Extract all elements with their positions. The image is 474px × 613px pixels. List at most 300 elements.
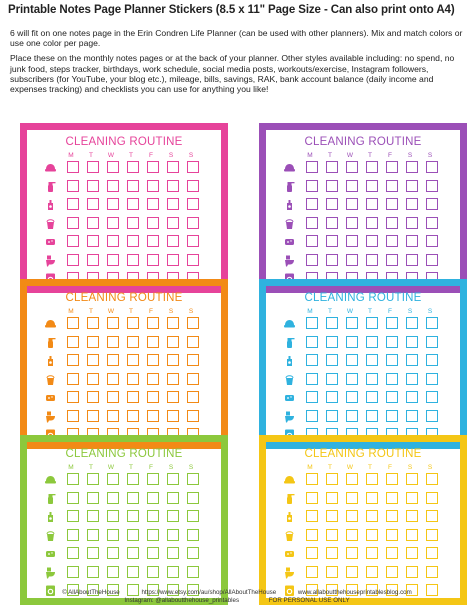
- checkbox[interactable]: [67, 373, 79, 385]
- toilet-icon: [283, 410, 296, 423]
- checkbox[interactable]: [426, 235, 438, 247]
- checkbox[interactable]: [366, 180, 378, 192]
- checkbox[interactable]: [326, 373, 338, 385]
- checkbox[interactable]: [386, 217, 398, 229]
- checkbox[interactable]: [366, 373, 378, 385]
- checkbox[interactable]: [107, 547, 119, 559]
- checkbox[interactable]: [87, 198, 99, 210]
- checkbox[interactable]: [87, 547, 99, 559]
- checkbox[interactable]: [187, 217, 199, 229]
- checkbox[interactable]: [107, 217, 119, 229]
- checkbox[interactable]: [386, 510, 398, 522]
- checkbox[interactable]: [366, 217, 378, 229]
- checkbox[interactable]: [346, 492, 358, 504]
- checkbox[interactable]: [386, 529, 398, 541]
- checkbox[interactable]: [167, 391, 179, 403]
- checkbox[interactable]: [187, 235, 199, 247]
- checkbox[interactable]: [187, 336, 199, 348]
- checkbox[interactable]: [346, 410, 358, 422]
- checkbox[interactable]: [107, 410, 119, 422]
- checkbox[interactable]: [386, 391, 398, 403]
- sponge-icon: [283, 547, 296, 560]
- checkbox[interactable]: [386, 547, 398, 559]
- checkbox[interactable]: [346, 473, 358, 485]
- bucket-icon: [283, 373, 296, 386]
- checkbox[interactable]: [426, 180, 438, 192]
- checkbox[interactable]: [127, 235, 139, 247]
- checkbox[interactable]: [147, 492, 159, 504]
- checkbox[interactable]: [346, 336, 358, 348]
- checkbox[interactable]: [326, 354, 338, 366]
- page-title: Printable Notes Page Planner Stickers (8.5 x 11" Page Size - Can also print onto A4): [8, 4, 455, 16]
- checkbox[interactable]: [406, 410, 418, 422]
- checkbox[interactable]: [67, 336, 79, 348]
- checkbox[interactable]: [107, 336, 119, 348]
- bucket-icon: [44, 373, 57, 386]
- checkbox[interactable]: [386, 317, 398, 329]
- checkbox[interactable]: [306, 391, 318, 403]
- checkbox[interactable]: [306, 566, 318, 578]
- weekday-label: T: [129, 464, 133, 471]
- weekday-label: T: [368, 152, 372, 159]
- checkbox[interactable]: [107, 473, 119, 485]
- checkbox[interactable]: [127, 161, 139, 173]
- checkbox[interactable]: [87, 492, 99, 504]
- checkbox[interactable]: [87, 529, 99, 541]
- checkbox[interactable]: [167, 180, 179, 192]
- checkbox[interactable]: [127, 529, 139, 541]
- checkbox[interactable]: [187, 510, 199, 522]
- checkbox[interactable]: [306, 410, 318, 422]
- checkbox[interactable]: [346, 161, 358, 173]
- checkbox[interactable]: [187, 410, 199, 422]
- weekday-label: S: [168, 308, 174, 315]
- checkbox[interactable]: [167, 410, 179, 422]
- checkbox[interactable]: [187, 180, 199, 192]
- checkbox[interactable]: [107, 235, 119, 247]
- checkbox[interactable]: [426, 161, 438, 173]
- checkbox[interactable]: [187, 198, 199, 210]
- checkbox[interactable]: [306, 510, 318, 522]
- checkbox[interactable]: [406, 529, 418, 541]
- checkbox[interactable]: [147, 566, 159, 578]
- checkbox[interactable]: [67, 410, 79, 422]
- checkbox[interactable]: [187, 547, 199, 559]
- checkbox[interactable]: [67, 391, 79, 403]
- checkbox[interactable]: [426, 473, 438, 485]
- checkbox[interactable]: [386, 161, 398, 173]
- toilet-icon: [283, 254, 296, 267]
- checkbox[interactable]: [87, 161, 99, 173]
- checkbox[interactable]: [107, 373, 119, 385]
- dish-soap-icon: [283, 354, 296, 367]
- checkbox[interactable]: [346, 354, 358, 366]
- checkbox[interactable]: [406, 473, 418, 485]
- weekday-label: S: [427, 464, 433, 471]
- checkbox[interactable]: [127, 410, 139, 422]
- checkbox[interactable]: [346, 391, 358, 403]
- checkbox[interactable]: [167, 566, 179, 578]
- checkbox[interactable]: [306, 254, 318, 266]
- checkbox[interactable]: [406, 217, 418, 229]
- dish-soap-icon: [283, 198, 296, 211]
- checkbox[interactable]: [107, 317, 119, 329]
- checkbox[interactable]: [426, 317, 438, 329]
- checkbox[interactable]: [366, 161, 378, 173]
- sticker-card-pink: [20, 123, 228, 293]
- weekday-label: T: [89, 464, 93, 471]
- checkbox[interactable]: [87, 566, 99, 578]
- checkbox[interactable]: [426, 529, 438, 541]
- checkbox[interactable]: [406, 391, 418, 403]
- checkbox[interactable]: [67, 254, 79, 266]
- checkbox[interactable]: [67, 510, 79, 522]
- checkbox[interactable]: [346, 235, 358, 247]
- checkbox[interactable]: [67, 217, 79, 229]
- laundry-icon: [283, 161, 296, 174]
- checkbox[interactable]: [67, 566, 79, 578]
- checkbox[interactable]: [346, 254, 358, 266]
- checkbox[interactable]: [326, 547, 338, 559]
- weekday-label: M: [68, 464, 74, 471]
- checkbox[interactable]: [306, 161, 318, 173]
- checkbox[interactable]: [326, 473, 338, 485]
- checkbox[interactable]: [107, 161, 119, 173]
- checkbox[interactable]: [127, 336, 139, 348]
- checkbox[interactable]: [426, 217, 438, 229]
- checkbox[interactable]: [127, 391, 139, 403]
- checkbox[interactable]: [386, 566, 398, 578]
- checkbox[interactable]: [386, 410, 398, 422]
- checkbox[interactable]: [87, 254, 99, 266]
- checkbox[interactable]: [346, 529, 358, 541]
- checkbox[interactable]: [366, 391, 378, 403]
- checkbox[interactable]: [406, 566, 418, 578]
- checkbox[interactable]: [127, 317, 139, 329]
- checkbox[interactable]: [167, 492, 179, 504]
- checkbox[interactable]: [87, 217, 99, 229]
- checkbox[interactable]: [167, 254, 179, 266]
- checkbox[interactable]: [426, 373, 438, 385]
- checkbox[interactable]: [306, 217, 318, 229]
- checkbox[interactable]: [187, 161, 199, 173]
- checkbox[interactable]: [386, 254, 398, 266]
- checkbox[interactable]: [366, 529, 378, 541]
- checkbox[interactable]: [326, 410, 338, 422]
- checkbox[interactable]: [306, 336, 318, 348]
- checkbox[interactable]: [147, 254, 159, 266]
- weekday-label: T: [328, 464, 332, 471]
- checkbox[interactable]: [147, 410, 159, 422]
- checkbox[interactable]: [67, 473, 79, 485]
- checkbox[interactable]: [326, 180, 338, 192]
- checkbox[interactable]: [366, 473, 378, 485]
- checkbox[interactable]: [67, 547, 79, 559]
- checkbox[interactable]: [87, 180, 99, 192]
- checkbox[interactable]: [326, 235, 338, 247]
- checkbox[interactable]: [147, 336, 159, 348]
- weekday-label: M: [307, 464, 313, 471]
- checkbox[interactable]: [67, 492, 79, 504]
- checkbox[interactable]: [386, 354, 398, 366]
- checkbox[interactable]: [326, 217, 338, 229]
- checkbox[interactable]: [147, 161, 159, 173]
- checkbox[interactable]: [346, 547, 358, 559]
- checkbox[interactable]: [87, 373, 99, 385]
- checkbox[interactable]: [406, 254, 418, 266]
- checkbox[interactable]: [386, 492, 398, 504]
- weekday-label: T: [328, 308, 332, 315]
- footer-blog-link[interactable]: www.allaboutthehouseprintablesblog.com: [297, 589, 412, 596]
- checkbox[interactable]: [346, 566, 358, 578]
- checkbox[interactable]: [107, 529, 119, 541]
- checkbox[interactable]: [187, 254, 199, 266]
- spray-bottle-icon: [283, 492, 296, 505]
- spray-bottle-icon: [44, 180, 57, 193]
- checkbox[interactable]: [346, 198, 358, 210]
- checkbox[interactable]: [406, 180, 418, 192]
- checkbox[interactable]: [306, 235, 318, 247]
- checkbox[interactable]: [326, 254, 338, 266]
- checkbox[interactable]: [127, 492, 139, 504]
- intro-paragraph-1: 6 will fit on one notes page in the Erin Condren Life Planner (can be used with other planners). Mix and match colors or use one color per page.: [10, 28, 463, 49]
- checkbox[interactable]: [167, 235, 179, 247]
- checkbox[interactable]: [426, 198, 438, 210]
- checkbox[interactable]: [127, 217, 139, 229]
- weekday-label: F: [388, 152, 392, 159]
- checkbox[interactable]: [366, 336, 378, 348]
- checkbox[interactable]: [346, 180, 358, 192]
- weekday-label: T: [368, 464, 372, 471]
- checkbox[interactable]: [406, 510, 418, 522]
- checkbox[interactable]: [326, 336, 338, 348]
- checkbox[interactable]: [67, 529, 79, 541]
- weekday-label: F: [149, 152, 153, 159]
- checkbox[interactable]: [147, 510, 159, 522]
- checkbox[interactable]: [306, 492, 318, 504]
- checkbox[interactable]: [167, 354, 179, 366]
- weekday-label: T: [89, 152, 93, 159]
- checkbox[interactable]: [107, 354, 119, 366]
- checkbox[interactable]: [366, 566, 378, 578]
- checkbox[interactable]: [426, 510, 438, 522]
- checkbox[interactable]: [147, 391, 159, 403]
- spray-bottle-icon: [283, 180, 296, 193]
- checkbox[interactable]: [127, 198, 139, 210]
- checkbox[interactable]: [167, 161, 179, 173]
- checkbox[interactable]: [87, 473, 99, 485]
- checkbox[interactable]: [306, 373, 318, 385]
- checkbox[interactable]: [167, 510, 179, 522]
- checkbox[interactable]: [187, 354, 199, 366]
- checkbox[interactable]: [187, 473, 199, 485]
- checkbox[interactable]: [127, 354, 139, 366]
- checkbox[interactable]: [107, 566, 119, 578]
- checkbox[interactable]: [366, 235, 378, 247]
- laundry-icon: [44, 473, 57, 486]
- checkbox[interactable]: [67, 317, 79, 329]
- checkbox[interactable]: [406, 492, 418, 504]
- checkbox[interactable]: [167, 317, 179, 329]
- checkbox[interactable]: [386, 198, 398, 210]
- checkbox[interactable]: [107, 510, 119, 522]
- checkbox[interactable]: [127, 254, 139, 266]
- checkbox[interactable]: [107, 492, 119, 504]
- checkbox[interactable]: [127, 510, 139, 522]
- checkbox[interactable]: [147, 529, 159, 541]
- checkbox[interactable]: [386, 336, 398, 348]
- checkbox[interactable]: [386, 473, 398, 485]
- weekday-label: T: [129, 308, 133, 315]
- checkbox[interactable]: [306, 473, 318, 485]
- checkbox[interactable]: [87, 410, 99, 422]
- checkbox[interactable]: [326, 198, 338, 210]
- checkbox[interactable]: [67, 198, 79, 210]
- spray-bottle-icon: [283, 336, 296, 349]
- checkbox[interactable]: [426, 566, 438, 578]
- weekday-label: T: [129, 152, 133, 159]
- sticker-card-blue: [259, 279, 467, 449]
- checkbox[interactable]: [187, 529, 199, 541]
- checkbox[interactable]: [147, 354, 159, 366]
- checkbox[interactable]: [127, 566, 139, 578]
- checkbox[interactable]: [366, 547, 378, 559]
- checkbox[interactable]: [187, 391, 199, 403]
- checkbox[interactable]: [426, 391, 438, 403]
- checkbox[interactable]: [386, 373, 398, 385]
- checkbox[interactable]: [167, 373, 179, 385]
- checkbox[interactable]: [67, 235, 79, 247]
- checkbox[interactable]: [366, 510, 378, 522]
- checkbox[interactable]: [366, 410, 378, 422]
- sponge-icon: [44, 547, 57, 560]
- checkbox[interactable]: [167, 336, 179, 348]
- bucket-icon: [283, 217, 296, 230]
- checkbox[interactable]: [147, 198, 159, 210]
- checkbox[interactable]: [187, 566, 199, 578]
- checkbox[interactable]: [406, 373, 418, 385]
- checkbox[interactable]: [426, 336, 438, 348]
- weekday-label: S: [168, 464, 174, 471]
- checkbox[interactable]: [366, 492, 378, 504]
- checkbox[interactable]: [366, 317, 378, 329]
- checkbox[interactable]: [426, 492, 438, 504]
- checkbox[interactable]: [67, 161, 79, 173]
- footer-etsy-link[interactable]: https://www.etsy.com/au/shop/AllAboutTheHouse: [141, 589, 277, 596]
- checkbox[interactable]: [147, 473, 159, 485]
- checkbox[interactable]: [306, 317, 318, 329]
- weekday-label: W: [107, 464, 115, 471]
- checkbox[interactable]: [366, 354, 378, 366]
- checkbox[interactable]: [386, 235, 398, 247]
- checkbox[interactable]: [326, 510, 338, 522]
- checkbox[interactable]: [147, 547, 159, 559]
- checkbox[interactable]: [346, 373, 358, 385]
- checkbox[interactable]: [326, 566, 338, 578]
- checkbox[interactable]: [127, 180, 139, 192]
- checkbox[interactable]: [406, 547, 418, 559]
- checkbox[interactable]: [87, 391, 99, 403]
- checkbox[interactable]: [426, 547, 438, 559]
- checkbox[interactable]: [87, 336, 99, 348]
- checkbox[interactable]: [127, 473, 139, 485]
- dish-soap-icon: [283, 510, 296, 523]
- checkbox[interactable]: [167, 198, 179, 210]
- checkbox[interactable]: [306, 198, 318, 210]
- checkbox[interactable]: [147, 217, 159, 229]
- checkbox[interactable]: [406, 198, 418, 210]
- checkbox[interactable]: [406, 235, 418, 247]
- weekday-label: S: [407, 464, 413, 471]
- checkbox[interactable]: [306, 354, 318, 366]
- checkbox[interactable]: [167, 217, 179, 229]
- checkbox[interactable]: [187, 317, 199, 329]
- checkbox[interactable]: [346, 317, 358, 329]
- checkbox[interactable]: [306, 180, 318, 192]
- checkbox[interactable]: [87, 235, 99, 247]
- checkbox[interactable]: [147, 373, 159, 385]
- checkbox[interactable]: [326, 161, 338, 173]
- checkbox[interactable]: [167, 547, 179, 559]
- checkbox[interactable]: [406, 161, 418, 173]
- footer-instagram[interactable]: Instagram: @allaboutthehouse_printables: [124, 597, 240, 604]
- checkbox[interactable]: [326, 391, 338, 403]
- checkbox[interactable]: [167, 529, 179, 541]
- checkbox[interactable]: [107, 180, 119, 192]
- checkbox[interactable]: [326, 317, 338, 329]
- checkbox[interactable]: [187, 373, 199, 385]
- checkbox[interactable]: [306, 547, 318, 559]
- checkbox[interactable]: [67, 180, 79, 192]
- weekday-label: M: [68, 308, 74, 315]
- checkbox[interactable]: [386, 180, 398, 192]
- checkbox[interactable]: [167, 473, 179, 485]
- checkbox[interactable]: [406, 336, 418, 348]
- laundry-icon: [44, 317, 57, 330]
- checkbox[interactable]: [107, 391, 119, 403]
- laundry-icon: [283, 317, 296, 330]
- bucket-icon: [44, 217, 57, 230]
- card-title: CLEANING ROUTINE: [304, 292, 422, 304]
- checkbox[interactable]: [326, 492, 338, 504]
- checkbox[interactable]: [326, 529, 338, 541]
- weekday-label: S: [188, 152, 194, 159]
- checkbox[interactable]: [406, 317, 418, 329]
- checkbox[interactable]: [346, 510, 358, 522]
- checkbox[interactable]: [127, 373, 139, 385]
- checkbox[interactable]: [67, 354, 79, 366]
- checkbox[interactable]: [87, 317, 99, 329]
- checkbox[interactable]: [306, 529, 318, 541]
- checkbox[interactable]: [406, 354, 418, 366]
- checkbox[interactable]: [107, 198, 119, 210]
- checkbox[interactable]: [426, 254, 438, 266]
- checkbox[interactable]: [147, 180, 159, 192]
- checkbox[interactable]: [147, 235, 159, 247]
- checkbox[interactable]: [147, 317, 159, 329]
- checkbox[interactable]: [87, 510, 99, 522]
- checkbox[interactable]: [426, 410, 438, 422]
- checkbox[interactable]: [366, 254, 378, 266]
- checkbox[interactable]: [187, 492, 199, 504]
- checkbox[interactable]: [346, 217, 358, 229]
- checkbox[interactable]: [107, 254, 119, 266]
- checkbox[interactable]: [426, 354, 438, 366]
- checkbox[interactable]: [127, 547, 139, 559]
- sticker-card-orange: [20, 279, 228, 449]
- checkbox[interactable]: [366, 198, 378, 210]
- checkbox[interactable]: [87, 354, 99, 366]
